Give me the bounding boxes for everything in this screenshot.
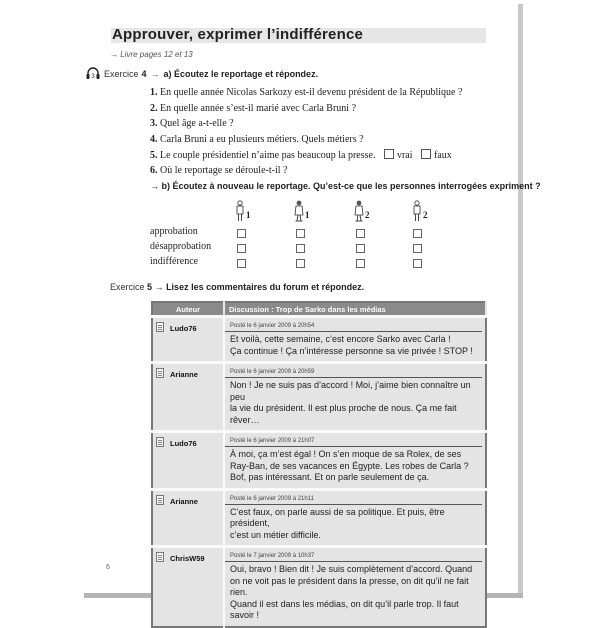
headset-icon: [86, 67, 100, 80]
option-faux: faux: [434, 150, 452, 161]
person-woman-1: [293, 200, 317, 222]
option-vrai: vrai: [396, 150, 413, 161]
document-icon: [156, 552, 164, 562]
person-number: 1: [246, 210, 251, 220]
column-author: Auteur: [152, 302, 224, 317]
person-number: 2: [423, 210, 428, 220]
question: 4. Carla Bruni a eu plusieurs métiers. Quels métiers ?: [150, 133, 364, 145]
checkbox[interactable]: [296, 259, 305, 268]
question: 5. Le couple présidentiel n’aime pas beaucoup la presse. vrai faux: [150, 150, 452, 161]
post-body: [224, 363, 486, 432]
forum-post: [152, 432, 486, 490]
man-icon: [411, 200, 423, 222]
question: 6. Où le reportage se déroule-t-il ?: [150, 164, 288, 176]
document-icon: [156, 322, 164, 332]
forum-header: [152, 302, 486, 317]
exercise-5-heading: [110, 282, 364, 292]
post-meta: Posté le 6 janvier 2009 à 21h11: [225, 491, 482, 505]
document-icon: [156, 368, 164, 378]
document-icon: [156, 495, 164, 505]
exercise-label: Exercice: [110, 282, 145, 292]
checkbox[interactable]: [356, 244, 365, 253]
forum-post: [152, 363, 486, 432]
post-author: ChrisW59: [152, 547, 224, 627]
checkbox-vrai[interactable]: [384, 149, 394, 159]
checkbox[interactable]: [237, 259, 246, 268]
track-number: 3: [91, 74, 95, 80]
woman-icon: [293, 200, 305, 222]
checkbox[interactable]: [296, 229, 305, 238]
post-body: [224, 317, 486, 363]
page-title: Approuver, exprimer l’indifférence: [112, 26, 364, 43]
person-number: 1: [305, 210, 310, 220]
person-number: 2: [365, 210, 370, 220]
post-message: Et voilà, cette semaine, c’est encore Sarko avec Carla ! Ça continue ! Ça n’intéresse personne sa vie privée ! STOP !: [230, 334, 473, 356]
post-message: Non ! Je ne suis pas d’accord ! Moi, j’aime bien connaître un peu la vie du président. Il est plus proche de nous. Ça me fait rêver…: [230, 380, 471, 425]
forum-post: [152, 317, 486, 363]
checkbox-faux[interactable]: [421, 149, 431, 159]
instruction: → Lisez les commentaires du forum et répondez.: [154, 282, 365, 292]
man-icon: [234, 200, 246, 222]
person-woman-2: [353, 200, 377, 222]
arrow-icon: →: [110, 50, 118, 59]
page-shadow-right: [518, 4, 523, 598]
person-man-2: [411, 200, 435, 222]
question: 1. En quelle année Nicolas Sarkozy est-il devenu président de la République ?: [150, 87, 463, 98]
post-author: Arianne: [152, 489, 224, 547]
post-meta: Posté le 6 janvier 2009 à 20h59: [225, 364, 482, 378]
checkbox[interactable]: [356, 229, 365, 238]
book-reference: [110, 50, 193, 59]
checkbox[interactable]: [413, 244, 422, 253]
post-meta: Posté le 6 janvier 2009 à 21h07: [225, 433, 482, 447]
post-meta: Posté le 7 janvier 2009 à 10h37: [225, 548, 482, 562]
exercise-number: 4: [141, 68, 147, 79]
exercise-number: 5: [147, 282, 153, 292]
checkbox[interactable]: [356, 259, 365, 268]
post-message: C’est faux, on parle aussi de sa politique. Et puis, être président, c’est un métier difficile.: [230, 506, 445, 540]
forum-table: [151, 301, 487, 628]
document-icon: [156, 437, 164, 447]
checkbox[interactable]: [296, 244, 305, 253]
column-discussion: Discussion : Trop de Sarko dans les médias: [224, 302, 486, 317]
post-author: Ludo76: [152, 432, 224, 490]
checkbox[interactable]: [237, 229, 246, 238]
checkbox[interactable]: [413, 229, 422, 238]
checkbox[interactable]: [413, 259, 422, 268]
forum-post: [152, 547, 486, 627]
instruction-b: → b) Écoutez à nouveau le reportage. Qu’est-ce que les personnes interrogées expriment ?: [150, 181, 541, 191]
exercise-label: Exercice: [104, 68, 139, 79]
post-body: [224, 489, 486, 547]
exercise-4-heading: [86, 67, 318, 80]
post-message: À moi, ça m’est égal ! On s’en moque de sa Rolex, de ses Ray-Ban, de ses vacances en Égypte. Les robes de Carla ? Bof, pas intéressant. Et on parle seulement de ça.: [230, 449, 469, 482]
question-list: [150, 87, 462, 180]
post-message: Oui, bravo ! Bien dit ! Je suis complètement d’accord. Quand on ne voit pas le président dans la presse, on dit qu’il ne fait rien. Quand il est dans les médias, on dit qu’il parle trop. Il faut savoir !: [230, 564, 473, 620]
post-body: [224, 547, 486, 627]
row-label-approbation: approbation: [150, 226, 198, 237]
post-body: [224, 432, 486, 490]
post-author: Ludo76: [152, 317, 224, 363]
post-meta: Posté le 6 janvier 2009 à 20h54: [225, 318, 482, 332]
checkbox[interactable]: [237, 244, 246, 253]
page-number: 6: [106, 564, 110, 571]
reference-text: Livre pages 12 et 13: [120, 50, 193, 59]
person-man-1: [234, 200, 258, 222]
forum-post: [152, 489, 486, 547]
post-author: Arianne: [152, 363, 224, 432]
row-label-indifference: indifférence: [150, 256, 199, 267]
arrow-icon: →: [150, 68, 160, 79]
row-label-desapprobation: désapprobation: [150, 241, 212, 252]
question: 2. En quelle année s’est-il marié avec Carla Bruni ?: [150, 102, 357, 114]
question: 3. Quel âge a-t-elle ?: [150, 118, 234, 129]
woman-icon: [353, 200, 365, 222]
instruction-a: a) Écoutez le reportage et répondez.: [163, 68, 319, 79]
